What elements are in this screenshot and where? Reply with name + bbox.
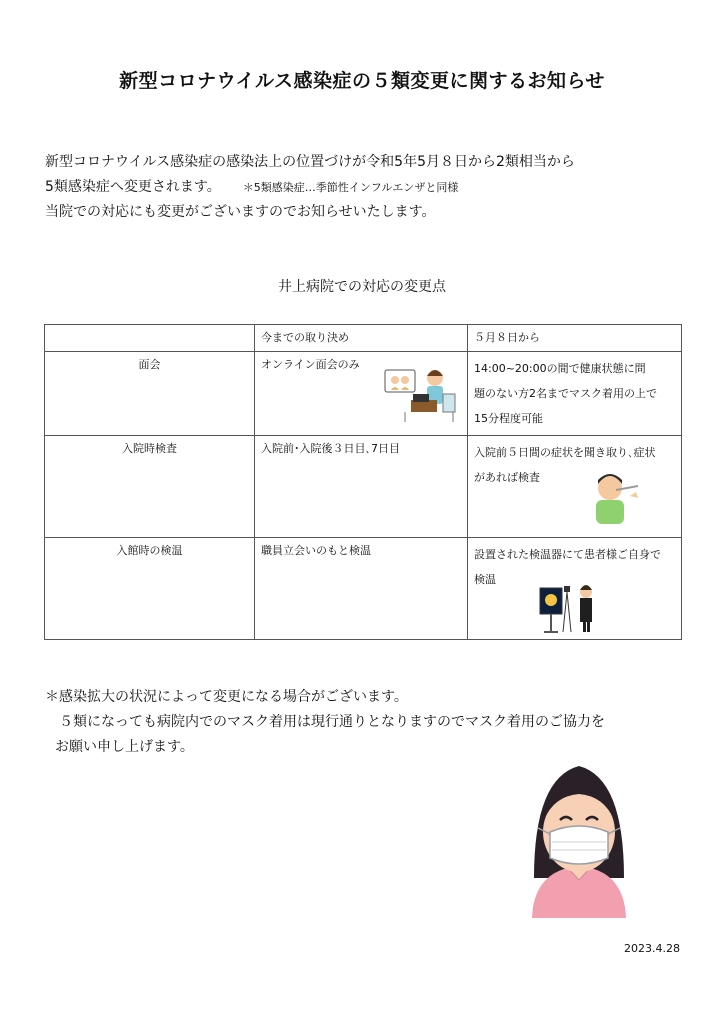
after-text-line: 14:00~20:00の間で健康状態に問 xyxy=(474,362,646,375)
footer-line-1: ＊感染拡大の状況によって変更になる場合がございます。 xyxy=(45,689,408,705)
footer-line-2: ５類になっても病院内でのマスク着用は現行通りとなりますのでマスク着用のご協力を xyxy=(59,714,605,730)
after-text-line: 題のない方2名までマスク着用の上で xyxy=(474,387,657,400)
after-text-line: 検温 xyxy=(474,573,496,586)
row-label: 入院時検査 xyxy=(45,436,255,538)
intro-paragraph xyxy=(45,150,575,225)
section-title: 井上病院での対応の変更点 xyxy=(278,279,446,295)
before-cell: 入院前･入院後３日目､7日目 xyxy=(255,436,468,538)
after-cell xyxy=(468,538,682,640)
thermometer-kiosk-illustration xyxy=(536,582,606,634)
before-cell xyxy=(255,352,468,436)
after-cell xyxy=(468,352,682,436)
swab-test-illustration xyxy=(586,468,646,528)
table-header-cell: 今までの取り決め xyxy=(255,325,468,352)
masked-woman-illustration xyxy=(524,758,634,918)
intro-line-1: 新型コロナウイルス感染症の感染法上の位置づけが令和5年5月８日から2類相当から xyxy=(45,154,575,170)
table-row xyxy=(45,538,682,640)
table-header-row xyxy=(45,325,682,352)
before-text: オンライン面会のみ xyxy=(261,358,360,371)
footer-note xyxy=(45,685,605,760)
intro-line-3: 当院での対応にも変更がございますのでお知らせいたします。 xyxy=(45,204,436,220)
online-visit-illustration xyxy=(383,364,463,424)
intro-line-2-wrap xyxy=(45,175,575,200)
table-row xyxy=(45,352,682,436)
intro-line-2: 5類感染症へ変更されます。 xyxy=(45,179,221,195)
table-row xyxy=(45,436,682,538)
after-text-line: があれば検査 xyxy=(474,471,540,484)
page-title: 新型コロナウイルス感染症の５類変更に関するお知らせ xyxy=(119,70,605,92)
row-label: 入館時の検温 xyxy=(45,538,255,640)
before-cell: 職員立会いのもと検温 xyxy=(255,538,468,640)
footer-line-3: お願い申し上げます。 xyxy=(55,739,194,755)
intro-note: ＊5類感染症…季節性インフルエンザと同様 xyxy=(242,181,459,194)
row-label: 面会 xyxy=(45,352,255,436)
after-text-line: 入院前５日間の症状を聞き取り､症状 xyxy=(474,446,656,459)
after-cell xyxy=(468,436,682,538)
after-text-line: 15分程度可能 xyxy=(474,412,543,425)
changes-table xyxy=(44,324,682,640)
issue-date: 2023.4.28 xyxy=(624,942,680,955)
table-header-cell xyxy=(45,325,255,352)
table-header-cell: ５月８日から xyxy=(468,325,682,352)
after-text-line: 設置された検温器にて患者様ご自身で xyxy=(474,548,661,561)
